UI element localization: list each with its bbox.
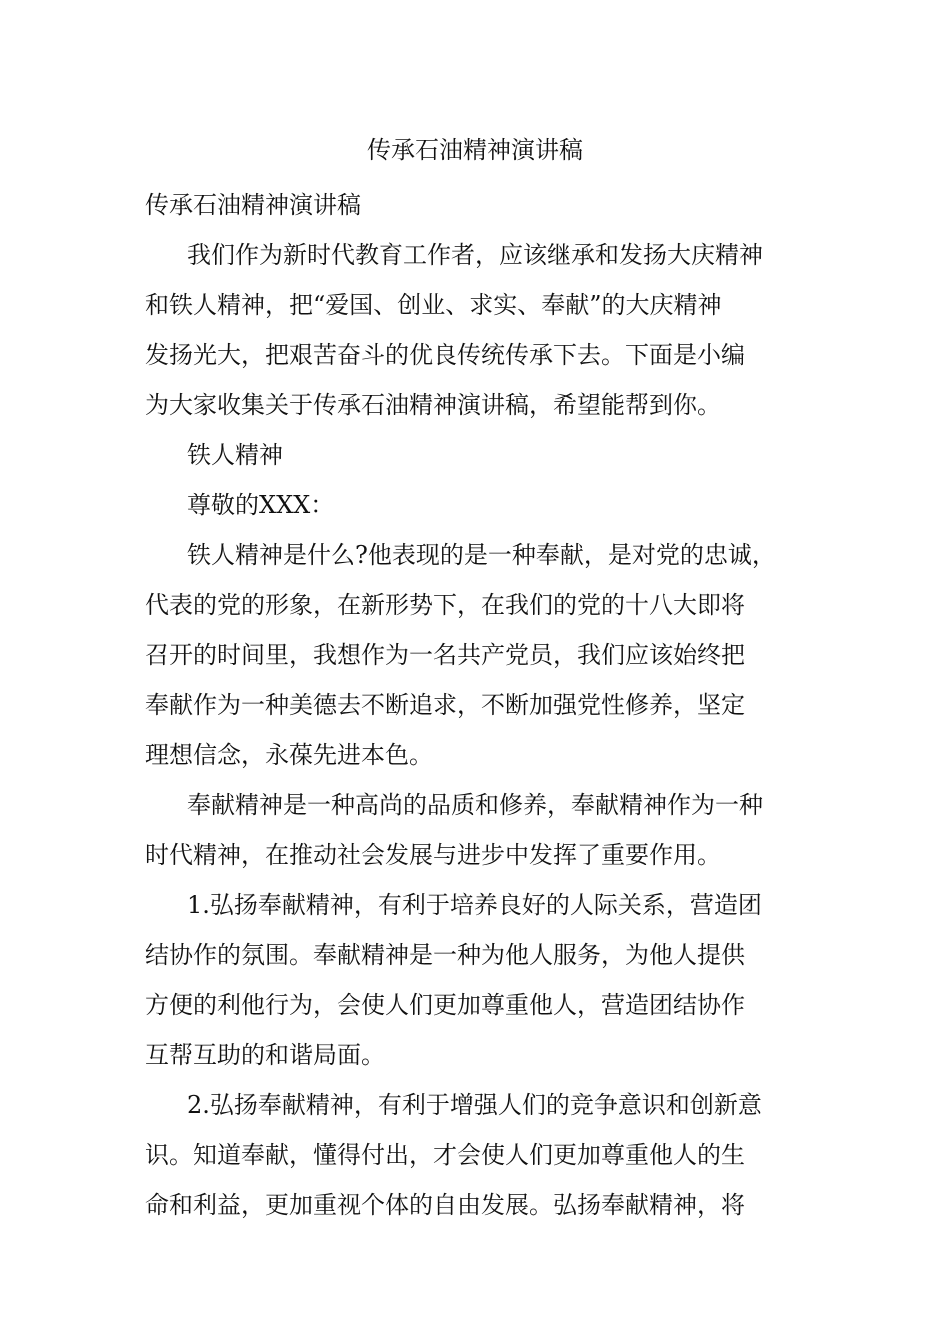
list-item-line: 方便的利他行为，会使人们更加尊重他人，营造团结协作 bbox=[145, 991, 745, 1019]
list-item-line: 2.弘扬奉献精神，有利于增强人们的竞争意识和创新意 bbox=[187, 1091, 762, 1119]
subtitle-line: 传承石油精神演讲稿 bbox=[145, 191, 361, 219]
paragraph-line: 召开的时间里，我想作为一名共产党员，我们应该始终把 bbox=[145, 641, 745, 669]
paragraph-line: 代表的党的形象，在新形势下，在我们的党的十八大即将 bbox=[145, 591, 745, 619]
list-item-line: 命和利益，更加重视个体的自由发展。弘扬奉献精神，将 bbox=[145, 1191, 745, 1219]
paragraph-line: 我们作为新时代教育工作者，应该继承和发扬大庆精神 bbox=[187, 241, 763, 269]
paragraph-line: 奉献作为一种美德去不断追求，不断加强党性修养，坚定 bbox=[145, 691, 745, 719]
paragraph-line: 奉献精神是一种高尚的品质和修养，奉献精神作为一种 bbox=[187, 791, 763, 819]
list-item-line: 识。知道奉献，懂得付出，才会使人们更加尊重他人的生 bbox=[145, 1141, 745, 1169]
section-heading: 铁人精神 bbox=[187, 441, 283, 469]
paragraph-line: 铁人精神是什么?他表现的是一种奉献，是对党的忠诚， bbox=[187, 541, 776, 569]
paragraph-line: 发扬光大，把艰苦奋斗的优良传统传承下去。下面是小编 bbox=[145, 341, 745, 369]
list-item-line: 1.弘扬奉献精神，有利于培养良好的人际关系，营造团 bbox=[187, 891, 762, 919]
paragraph-line: 理想信念，永葆先进本色。 bbox=[145, 741, 433, 769]
paragraph-line: 时代精神，在推动社会发展与进步中发挥了重要作用。 bbox=[145, 841, 721, 869]
paragraph-line: 为大家收集关于传承石油精神演讲稿，希望能帮到你。 bbox=[145, 391, 721, 419]
document-body bbox=[145, 180, 835, 1230]
document-title: 传承石油精神演讲稿 bbox=[367, 136, 583, 164]
list-item-line: 结协作的氛围。奉献精神是一种为他人服务，为他人提供 bbox=[145, 941, 745, 969]
salutation: 尊敬的XXX： bbox=[187, 491, 335, 519]
list-item-line: 互帮互助的和谐局面。 bbox=[145, 1041, 385, 1069]
paragraph-line: 和铁人精神，把“爱国、创业、求实、奉献”的大庆精神 bbox=[145, 291, 722, 319]
